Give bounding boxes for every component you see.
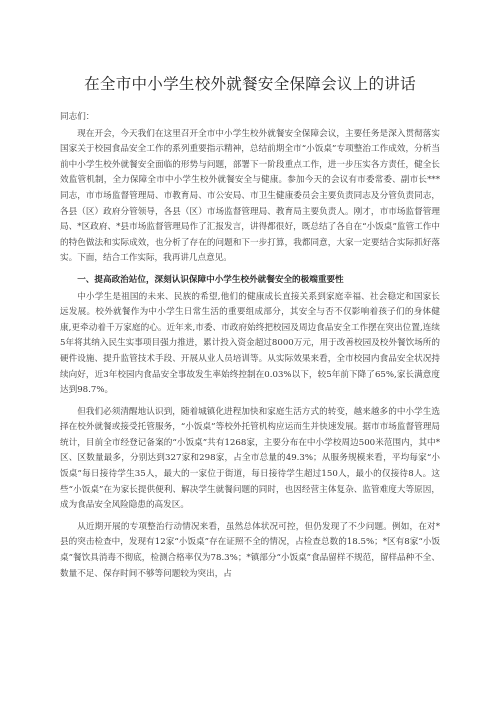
salutation: 同志们：	[60, 112, 95, 122]
section-heading-1: 一、提高政治站位，深刻认识保障中小学生校外就餐安全的极端重要性	[77, 274, 344, 285]
paragraph-situation: 但我们必须清醒地认识到，随着城镇化进程加快和家庭生活方式的转变，越来越多的中小学生选择在校外就餐或接受托管服务，“小饭桌”等校外托管机构应运而生并快速发展。据市市场监督管理局统计，目前全市经登记备案的“小饭桌”共有1268家，主要分布在中小学校周边500米范围内，其中*区、区数量最多，分别达到327家和298家，占全市总量的49.3%；从服务规模来看，平均每家“小饭桌”每日接待学生35人，最大的一家位于街道，每日接待学生超过150人，最小的仅接待8人。这些“小饭桌”在为家长提供便利、解决学生就餐问题的同时，也因经营主体复杂、监管难度大等原因，成为食品安全风险隐患的高发区。	[60, 406, 440, 511]
paragraph-problems: 从近期开展的专项整治行动情况来看，虽然总体状况可控，但仍发现了不少问题。例如，在对*县的突击检查中，发现有12家“小饭桌”存在证照不全的情况，占检查总数的18.5%；*区有8家“小饭桌”餐饮具消毒不彻底，检测合格率仅为78.3%；*镇部分“小饭桌”食品留样不规范，留样品种不全、数量不足、保存时间不够等问题较为突出，占	[60, 521, 440, 579]
document-title: 在全市中小学生校外就餐安全保障会议上的讲话	[84, 75, 416, 93]
document-body	[60, 110, 440, 588]
paragraph-importance: 中小学生是祖国的未来、民族的希望,他们的健康成长直接关系到家庭幸福、社会稳定和国家长远发展。校外就餐作为中小学生日常生活的重要组成部分，其安全与否不仅影响着孩子们的身体健康,更牵动着千万家庭的心。近年来,市委、市政府始终把校园及周边食品安全工作摆在突出位置,连续5年将其纳入民生实事项目强力推进，累计投入资金超过8000万元，用于改善校园及校外餐饮场所的硬件设施、提升监管技术手段、开展从业人员培训等。从实际效果来看，全市校园内食品安全状况持续向好，近3年校园内食品安全事故发生率始终控制在0.03%以下，较5年前下降了65%,家长满意度达到98.7%。	[60, 291, 440, 396]
paragraph-opening: 现在开会，今天我们在这里召开全市中小学生校外就餐安全保障会议，主要任务是深入贯彻落实国家关于校园食品安全工作的系列重要指示精神，总结前期全市“小饭桌”专项整治工作成效，分析当前中小学生校外就餐安全面临的形势与问题，部署下一阶段重点工作，进一步压实各方责任，健全长效监管机制，全力保障全市中小学生校外就餐安全与健康。参加今天的会议有市委常委、副市长***同志，市市场监督管理局、市教育局、市公安局、市卫生健康委员会主要负责同志及分管负责同志，各县（区）政府分管领导，各县（区）市场监督管理局、教育局主要负责人。刚才，市市场监督管理局、*区政府、*县市场监督管理局作了汇报发言，讲得都很好，既总结了各自在“小饭桌”监管工作中的特色做法和实际成效，也分析了存在的问题和下一步打算，我都同意，大家一定要结合实际抓好落实。下面，结合工作实际，我再讲几点意见。	[60, 128, 440, 264]
